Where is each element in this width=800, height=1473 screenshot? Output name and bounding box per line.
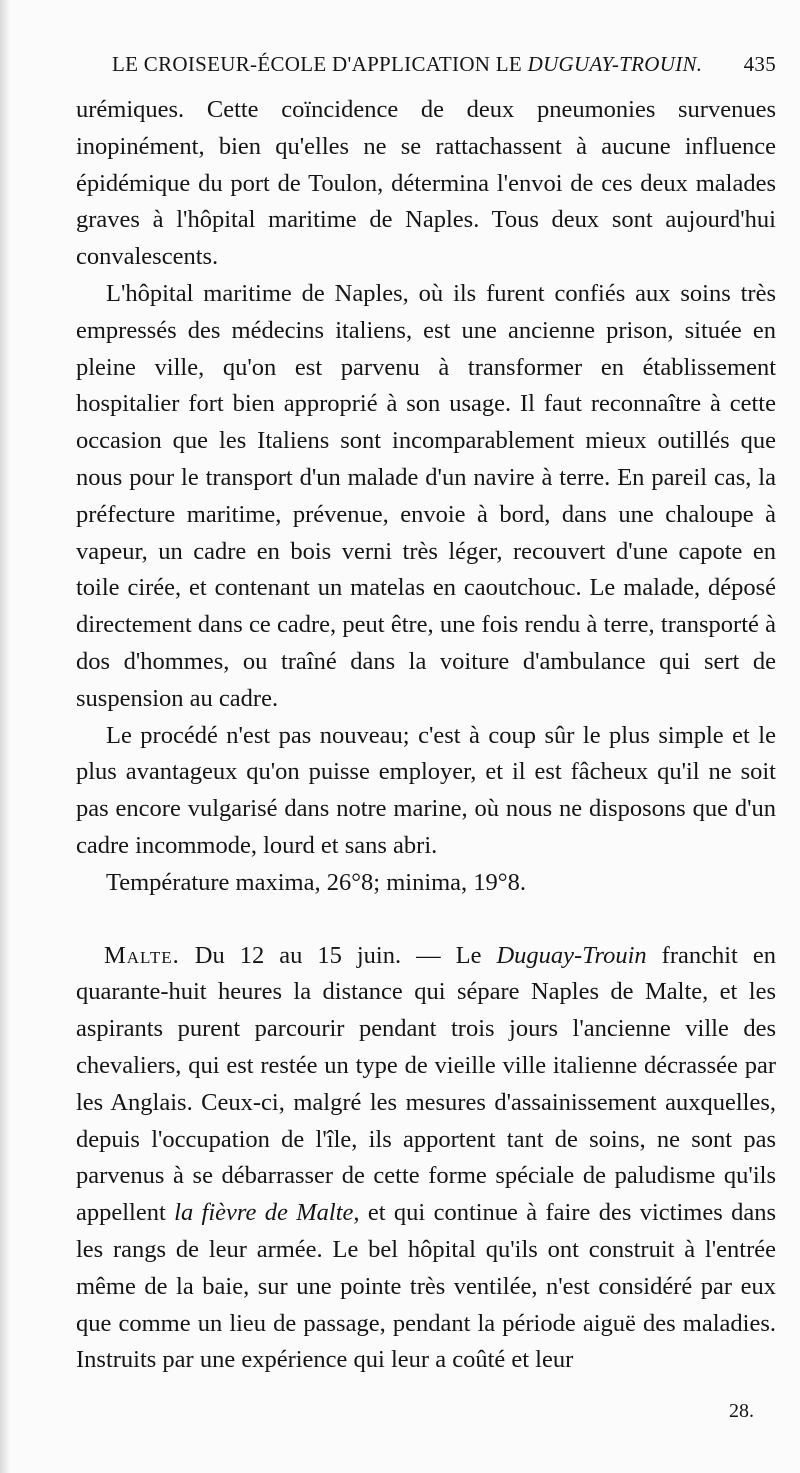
malte-text-b: , et qui continue à faire des victimes dans les rangs de leur armée. Le bel hôpital qu'ils ont construit à l'entrée même de la baie, sur une pointe très ventilée, n'est considéré par eux que comme un lieu de passage, pendant la période aiguë des maladies. Instruits par une expérience qui leur a coûté et leur [76, 1199, 776, 1374]
header-ship-name: DUGUAY-TROUIN. [527, 52, 703, 76]
header-title-prefix: LE CROISEUR-ÉCOLE D'APPLICATION LE [112, 52, 528, 76]
paragraph-temperature: Température maxima, 26°8; minima, 19°8. [106, 868, 526, 896]
paragraph-1: urémiques. Cette coïncidence de deux pneumonies survenues inopinément, bien qu'elles ne se rattachassent à aucune influence épidémique du port de Toulon, détermina l'envoi de ces deux malades graves à l'hôpital maritime de Naples. Tous deux sont aujourd'hui convalescents. [76, 96, 776, 271]
paragraph-malte [76, 938, 776, 1380]
fever-name: la fièvre de Malte [174, 1199, 354, 1227]
signature-mark: 28. [729, 1400, 754, 1422]
malte-lead: Du 12 au 15 juin. — Le [179, 941, 497, 969]
section-heading: Malte. [104, 941, 180, 969]
paragraph-2: L'hôpital maritime de Naples, où ils furent confiés aux soins très empressés des médecins italiens, est une ancienne prison, située en pleine ville, qu'on est parvenu à transformer en établissement hospitalier fort bien approprié à son usage. Il faut reconnaître à cette occasion que les Italiens sont incomparablement mieux outillés que nous pour le transport d'un malade d'un navire à terre. En pareil cas, la préfecture maritime, prévenue, envoie à bord, dans une chaloupe à vapeur, un cadre en bois verni très léger, recouvert d'une capote en toile cirée, et contenant un matelas en caoutchouc. Le malade, déposé directement dans ce cadre, peut être, une fois rendu à terre, transporté à dos d'hommes, ou traîné dans la voiture d'ambulance qui sert de suspension au cadre. [76, 279, 776, 712]
page-edge [0, 0, 10, 1473]
body-text [76, 92, 776, 1379]
page-number: 435 [743, 52, 776, 76]
malte-text-a: franchit en quarante-huit heures la distance qui sépare Naples de Malte, et les aspirants purent parcourir pendant trois jours l'ancienne ville des chevaliers, qui est restée un type de vieille ville italienne décrassée par les Anglais. Ceux-ci, malgré les mesures d'assainissement auxquelles, depuis l'occupation de l'île, ils apportent tant de soins, ne sont pas parvenus à se débarrasser de cette forme spéciale de paludisme qu'ils appellent [76, 941, 776, 1227]
ship-name: Duguay-Trouin [496, 941, 647, 969]
header-title [112, 52, 702, 77]
paragraph-3: Le procédé n'est pas nouveau; c'est à coup sûr le plus simple et le plus avantageux qu'on puisse employer, et il est fâcheux qu'il ne soit pas encore vulgarisé dans notre marine, où nous ne disposons que d'un cadre incommode, lourd et sans abri. [76, 721, 776, 859]
running-header [76, 52, 776, 84]
